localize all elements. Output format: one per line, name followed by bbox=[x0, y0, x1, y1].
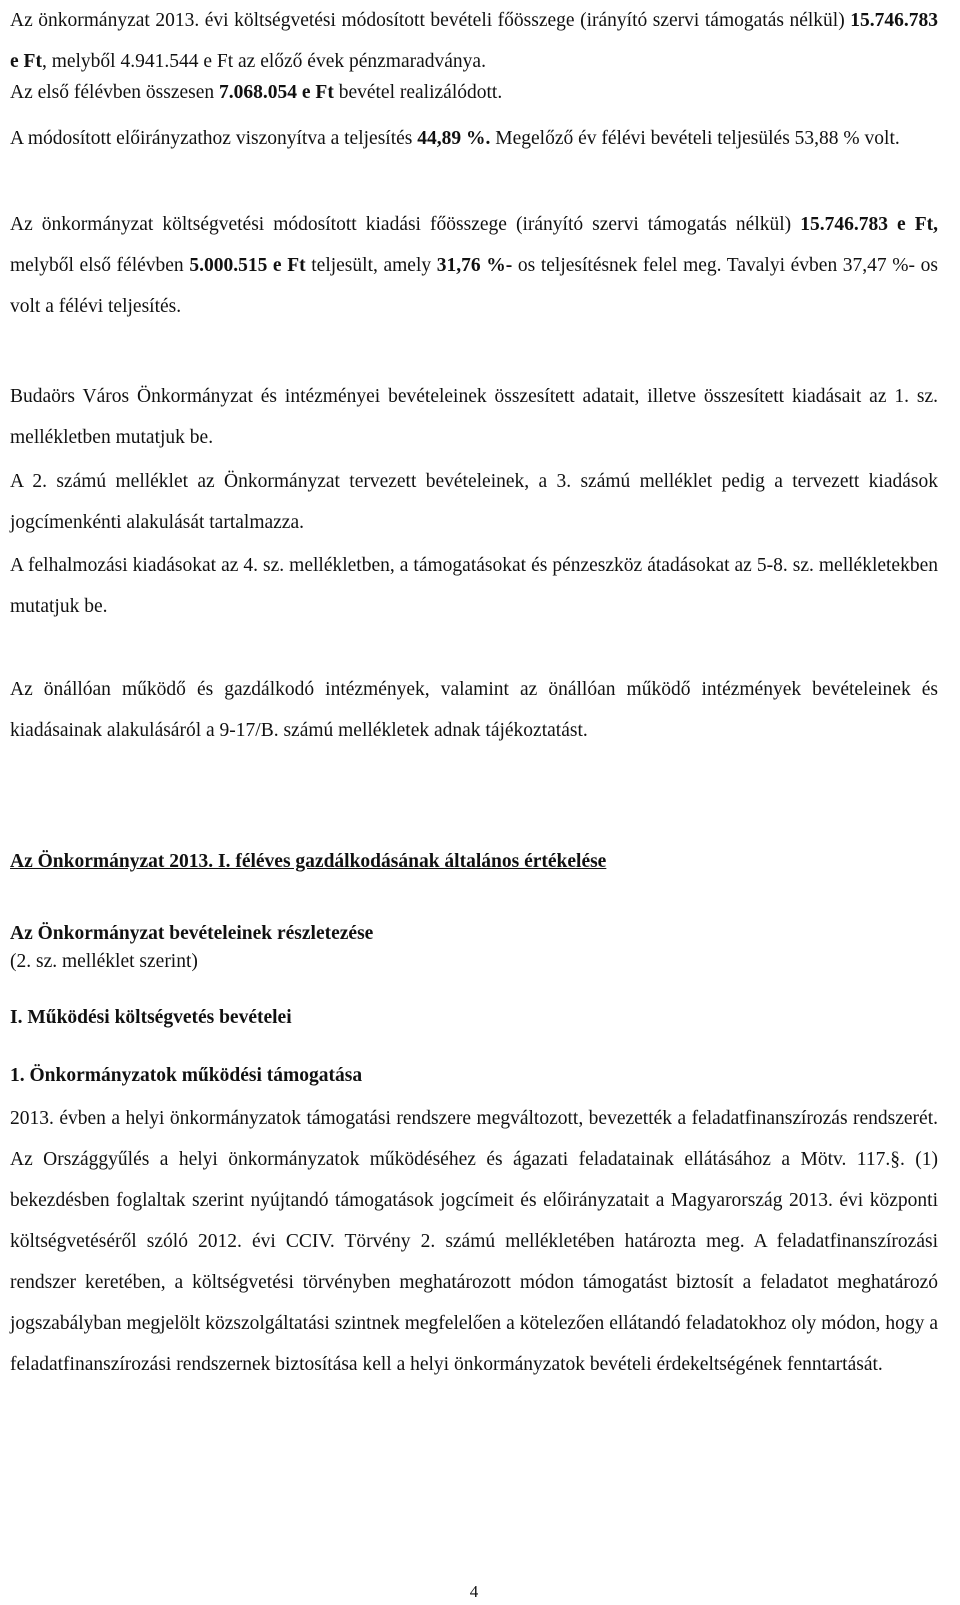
paragraph-revenue-performance bbox=[10, 118, 938, 159]
paragraph-annex-1: Budaörs Város Önkormányzat és intézményei bevételeinek összesített adatait, illetve összesített kiadásait az 1. sz. mellékletben mutatjuk be. bbox=[10, 386, 938, 448]
paragraph-first-half-revenue bbox=[10, 72, 938, 113]
section-title: Az Önkormányzat 2013. I. féléves gazdálkodásának általános értékelése bbox=[10, 851, 607, 872]
item-heading: 1. Önkormányzatok működési támogatása bbox=[10, 1065, 363, 1086]
subsection-title: Az Önkormányzat bevételeinek részletezése bbox=[10, 923, 374, 944]
bold-amount: 15.746.783 e Ft bbox=[10, 10, 938, 72]
document-page bbox=[10, 0, 938, 1605]
paragraph-expenditure-total bbox=[10, 204, 938, 327]
bold-percentage: 31,76 %- bbox=[436, 255, 513, 276]
paragraph-annex-2-3: A 2. számú melléklet az Önkormányzat tervezett bevételeinek, a 3. számú melléklet pedig a tervezett kiadások jogcímenkénti alakulását tartalmazza. bbox=[10, 471, 938, 533]
bold-amount: 7.068.054 e Ft bbox=[219, 82, 334, 103]
bold-percentage: 44,89 %. bbox=[417, 128, 491, 149]
paragraph-institutions: Az önállóan működő és gazdálkodó intézmények, valamint az önállóan működő intézmények bevételeinek és kiadásainak alakulásáról a 9-17/B. számú mellékletek adnak tájékoztatást. bbox=[10, 679, 938, 741]
bold-amount: 5.000.515 e Ft bbox=[189, 255, 306, 276]
text-segment: Az első félévben összesen bbox=[10, 82, 220, 103]
text-segment: Megelőző év félévi bevételi teljesülés 53,88 % volt. bbox=[490, 128, 900, 149]
text-segment: teljesült, amely bbox=[305, 255, 437, 276]
text-segment: melyből első félévben bbox=[10, 255, 190, 276]
text-segment: Az önkormányzat költségvetési módosított kiadási főösszege (irányító szervi támogatás nélkül) bbox=[10, 214, 801, 235]
paragraph-funding-system: 2013. évben a helyi önkormányzatok támogatási rendszere megváltozott, bevezették a feladatfinanszírozás rendszerét. Az Országgyűlés a helyi önkormányzatok működéséhez és ágazati feladatainak ellátásához a Mötv. 117.§. (1) bekezdésben foglaltak szerint nyújtandó támogatások jogcímeit és előirányzatait a Magyarország 2013. évi központi költségvetéséről szóló 2012. évi CCIV. Törvény 2. számú mellékletében határozta meg. A feladatfinanszírozási rendszer keretében, a költségvetési törvényben meghatározott módon támogatást biztosít a feladatot meghatározó jogszabályban megjelölt közszolgáltatási szintnek megfelelően a kötelezően ellátandó feladatokhoz oly módon, hogy a feladatfinanszírozási rendszernek biztosítása kell a helyi önkormányzatok bevételi érdekeltségének fenntartását. bbox=[10, 1108, 938, 1375]
paragraph-revenue-total bbox=[10, 0, 938, 82]
text-segment: A módosított előirányzathoz viszonyítva a teljesítés bbox=[10, 128, 418, 149]
page-number: 4 bbox=[469, 1582, 479, 1601]
subsection-note: (2. sz. melléklet szerint) bbox=[10, 951, 198, 972]
paragraph-annex-4-8: A felhalmozási kiadásokat az 4. sz. mellékletben, a támogatásokat és pénzeszköz átadásokat az 5-8. sz. mellékletekben mutatjuk be. bbox=[10, 555, 938, 617]
text-segment: bevétel realizálódott. bbox=[333, 82, 503, 103]
text-segment: os teljesítésnek felel meg. Tavalyi évben 37,47 %- os volt a félévi teljesítés. bbox=[10, 255, 939, 317]
bold-amount: 15.746.783 e Ft, bbox=[800, 214, 939, 235]
text-segment: , melyből 4.941.544 e Ft az előző évek pénzmaradványa. bbox=[41, 51, 486, 72]
text-segment: Az önkormányzat 2013. évi költségvetési módosított bevételi főösszege (irányító szervi támogatás nélkül) bbox=[10, 10, 851, 31]
chapter-heading: I. Működési költségvetés bevételei bbox=[10, 1007, 292, 1028]
